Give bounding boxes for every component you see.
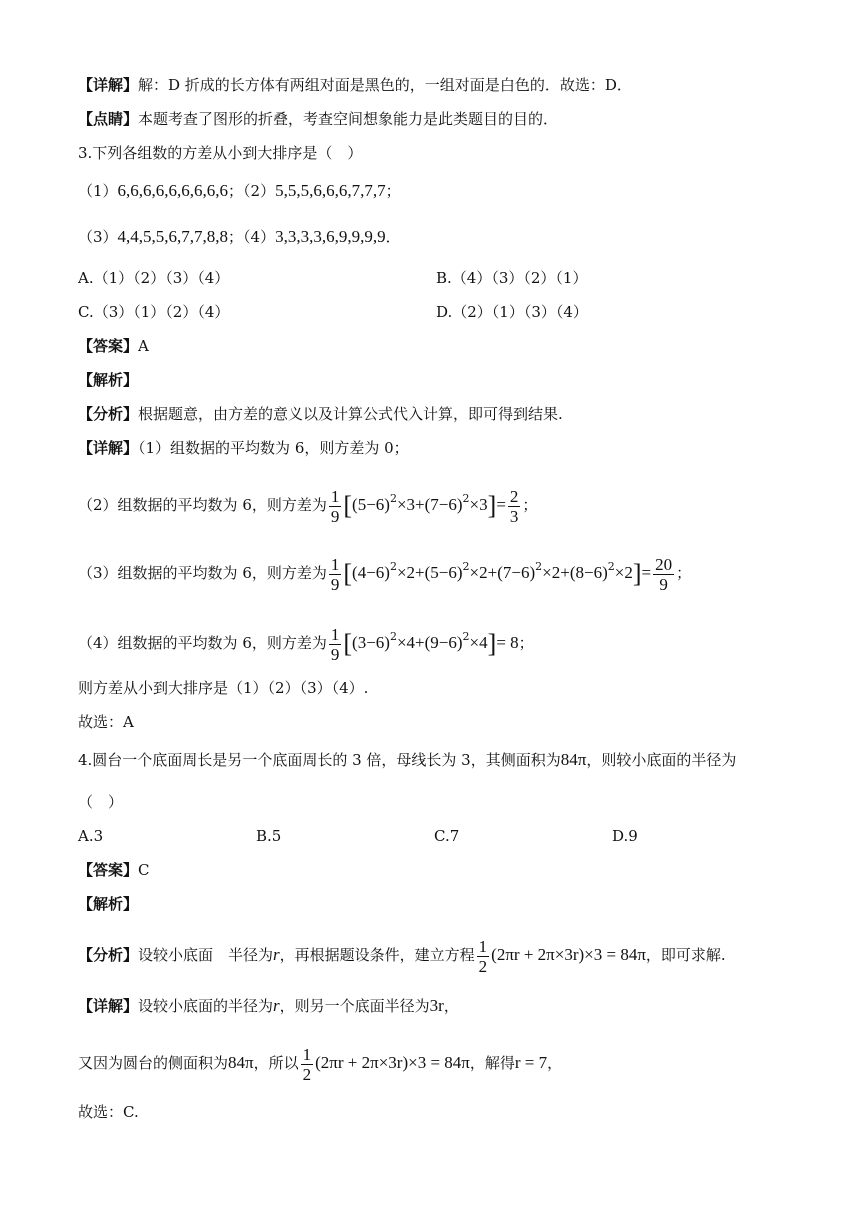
question-4-detail-2: 又因为圆台的侧面积为84π，所以 $\frac{1}{2}$ (2πr + 2π×3r)×3 = 84π，解得r = 7， [78, 1044, 563, 1084]
question-4-analysis-heading: 【解析】 [78, 895, 139, 913]
question-3-detail-2: （2）组数据的平均数为 6，则方差为 $\frac{1}{9}$ $[(5-6)^2\times 3+(7-6)^2\times 3]=$ $\frac{2}{3}$ ； [78, 486, 538, 526]
question-4-analysis: 【分析】设较小底面 半径为r，再根据题设条件，建立方程 $\frac{1}{2}$ (2πr + 2π×3r)×3 = 84π，即可求解. [78, 936, 726, 976]
question-4-option-a: A.3 [78, 827, 104, 845]
question-3-choice: 故选：A [78, 713, 134, 731]
question-3-option-c: C.（3）（1）（2）（4） [78, 303, 230, 321]
fraction-one-ninth: $\frac{1}{9}$ [330, 554, 340, 594]
line-detail-1: 【详解】解：D 折成的长方体有两组对面是黑色的，一组对面是白色的．故选：D． [78, 76, 632, 94]
question-4-paren: （ ） [78, 793, 124, 811]
question-4-detail-1: 【详解】设较小底面的半径为r，则另一个底面半径为3r， [78, 996, 459, 1015]
question-4-answer: 【答案】C [78, 861, 150, 879]
question-4-option-c: C.7 [434, 827, 460, 845]
question-3-detail-3: （3）组数据的平均数为 6，则方差为 $\frac{1}{9}$ $[(4-6)^2\times 2+(5-6)^2\times 2+(7-6)^2\times 2+(8-6)^2\times 2]=$ $\frac{20}{9}$ ； [78, 554, 692, 594]
question-3-analysis: 【分析】根据题意，由方差的意义以及计算公式代入计算，即可得到结果. [78, 405, 563, 423]
question-3-detail-4: （4）组数据的平均数为 6，则方差为 $\frac{1}{9}$ $[(3-6)^2\times 4+(9-6)^2\times 4]= 8$； [78, 624, 534, 664]
question-3-answer: 【答案】A [78, 337, 149, 355]
fraction-one-half: $\frac{1}{2}$ [302, 1044, 312, 1084]
question-4-choice: 故选：C. [78, 1103, 139, 1121]
question-3-analysis-heading: 【解析】 [78, 371, 139, 389]
question-3-conclusion: 则方差从小到大排序是（1）（2）（3）（4）. [78, 679, 369, 697]
question-3-groups-3-4: （3）4,4,5,5,6,7,7,8,8；（4）3,3,3,3,6,9,9,9,9． [78, 227, 401, 246]
question-3-detail-1: 【详解】（1）组数据的平均数为 6，则方差为 0； [78, 439, 409, 457]
fraction-twenty-ninths: $\frac{20}{9}$ [655, 554, 673, 594]
question-4-stem: 4.圆台一个底面周长是另一个底面周长的 3 倍，母线长为 3，其侧面积为84π，则较小底面的半径为 [78, 750, 737, 769]
fraction-one-ninth: $\frac{1}{9}$ [330, 624, 340, 664]
question-3-stem: 3.下列各组数的方差从小到大排序是（ ） [78, 144, 363, 162]
question-4-option-b: B.5 [256, 827, 282, 845]
fraction-one-ninth: $\frac{1}{9}$ [330, 486, 340, 526]
line-comment-1: 【点睛】本题考查了图形的折叠，考查空间想象能力是此类题目的目的． [78, 110, 559, 128]
fraction-one-half: $\frac{1}{2}$ [478, 936, 488, 976]
question-3-option-d: D.（2）（1）（3）（4） [436, 303, 588, 321]
question-3-option-b: B.（4）（3）（2）（1） [436, 269, 588, 287]
question-4-option-d: D.9 [612, 827, 638, 845]
fraction-two-thirds: $\frac{2}{3}$ [509, 486, 519, 526]
question-3-groups-1-2: （1）6,6,6,6,6,6,6,6,6；（2）5,5,5,6,6,6,7,7,7； [78, 181, 401, 200]
question-3-option-a: A.（1）（2）（3）（4） [78, 269, 230, 287]
